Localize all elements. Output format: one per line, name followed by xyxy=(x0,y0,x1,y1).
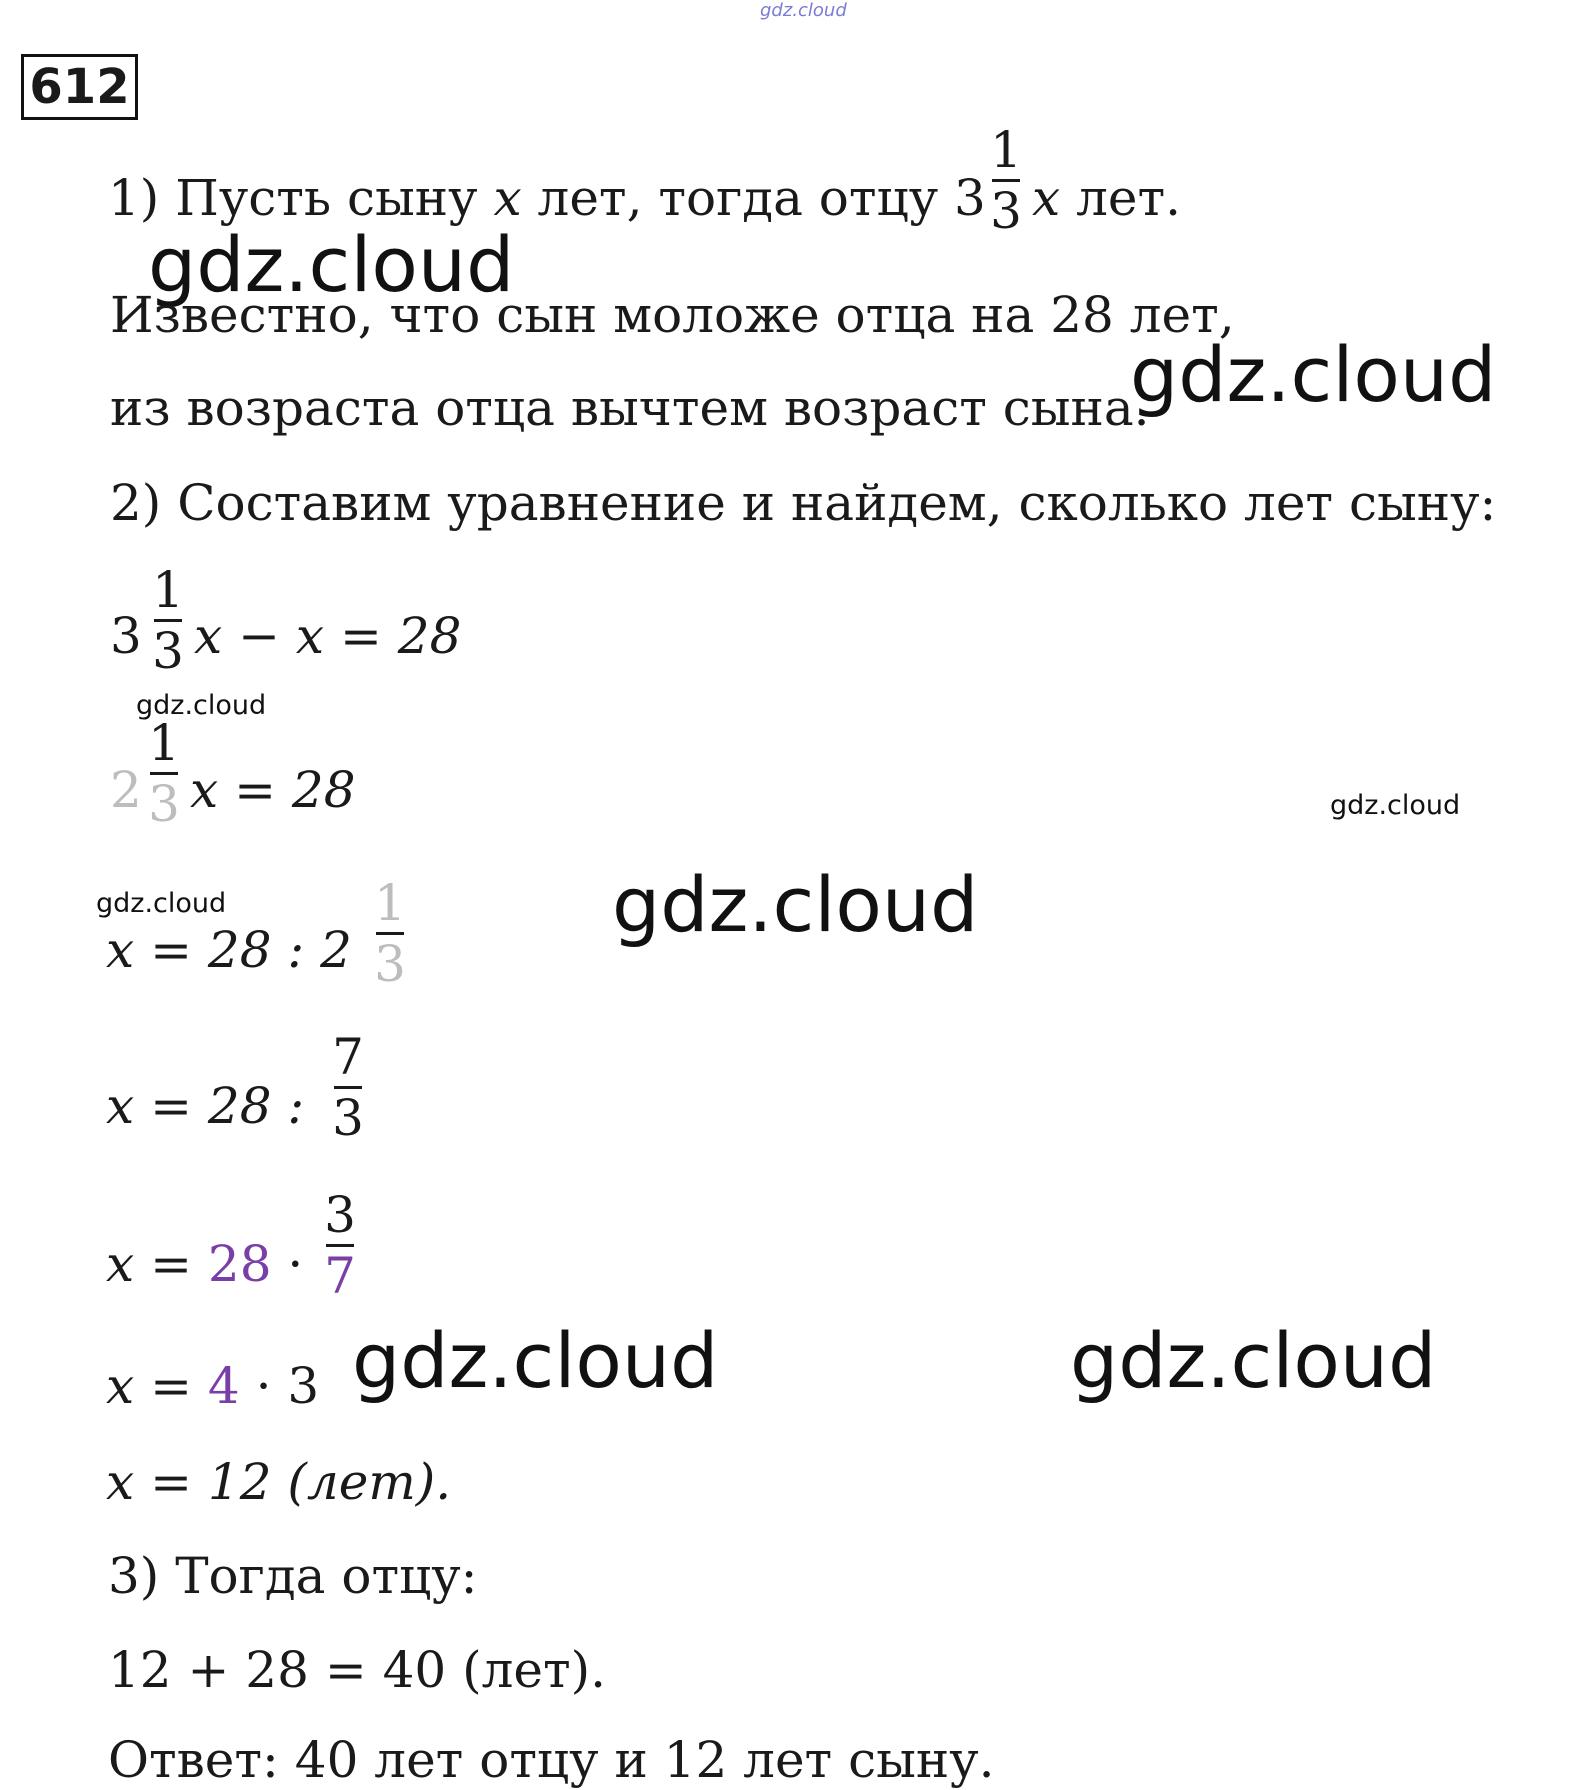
eq6-rest: · 3 xyxy=(239,1357,320,1415)
eq1-rest: x − x = 28 xyxy=(194,607,462,665)
eq5-dot: · xyxy=(271,1235,304,1293)
eq6-x-eq: x = xyxy=(106,1357,208,1415)
eq4-left: x = 28 : xyxy=(106,1077,305,1135)
step2-line: 2) Составим уравнение и найдем, сколько лет сыну: xyxy=(110,474,1497,532)
eq3-left: x = 28 : 2 xyxy=(106,921,352,979)
step3-line: 3) Тогда отцу: xyxy=(108,1547,478,1605)
eq4-den: 3 xyxy=(332,1089,364,1147)
step1-var: x xyxy=(493,169,522,227)
step1-middle: лет, тогда отцу 3 xyxy=(521,169,986,227)
eq1-whole: 3 xyxy=(110,607,142,665)
line-known: Известно, что сын моложе отца на 28 лет, xyxy=(110,286,1235,344)
watermark: gdz.cloud xyxy=(352,1316,719,1405)
step1-var2: x xyxy=(1032,169,1061,227)
watermark: gdz.cloud xyxy=(1070,1316,1437,1405)
eq2-rest: x = 28 xyxy=(190,761,356,819)
watermark: gdz.cloud xyxy=(1330,790,1461,821)
step1-frac-num: 1 xyxy=(990,121,1022,179)
eq5-den: 7 xyxy=(324,1247,356,1305)
eq8-line: 12 + 28 = 40 (лет). xyxy=(108,1641,607,1699)
eq3-num: 1 xyxy=(374,874,406,932)
eq2-den: 3 xyxy=(148,775,180,833)
eq3-fraction xyxy=(372,874,408,993)
watermark: gdz.cloud xyxy=(612,860,979,949)
eq4-num: 7 xyxy=(332,1028,364,1086)
problem-number: 612 xyxy=(21,54,138,120)
eq4-fraction xyxy=(330,1028,366,1147)
watermark: gdz.cloud xyxy=(1130,330,1497,419)
step1-fraction xyxy=(988,121,1024,240)
eq1-num: 1 xyxy=(152,561,184,619)
line-subtract: из возраста отца вычтем возраст сына. xyxy=(110,379,1150,437)
eq5-line xyxy=(106,1234,303,1294)
step1-suffix: лет. xyxy=(1060,169,1182,227)
step1-suffix-line xyxy=(1032,168,1181,228)
eq5-x-eq: x = xyxy=(106,1235,208,1293)
step1-line xyxy=(108,168,986,228)
watermark: gdz.cloud xyxy=(148,220,515,309)
eq2-fraction xyxy=(146,714,182,833)
eq7-line: x = 12 (лет). xyxy=(106,1453,452,1511)
eq5-num: 3 xyxy=(324,1186,356,1244)
eq3-den: 3 xyxy=(374,935,406,993)
eq6-value: 4 xyxy=(207,1357,240,1415)
eq2-num: 1 xyxy=(148,714,180,772)
answer-line: Ответ: 40 лет отцу и 12 лет сыну. xyxy=(108,1731,995,1789)
watermark: gdz.cloud xyxy=(136,690,267,721)
eq1-fraction xyxy=(150,561,186,680)
watermark-top: gdz.cloud xyxy=(760,0,847,21)
step1-prefix: 1) Пусть сыну xyxy=(108,169,494,227)
watermark: gdz.cloud xyxy=(96,888,227,919)
eq1-den: 3 xyxy=(152,622,184,680)
step1-frac-den: 3 xyxy=(990,182,1022,240)
eq2-whole: 2 xyxy=(110,761,142,819)
eq5-fraction xyxy=(322,1186,358,1305)
eq6-line xyxy=(106,1356,319,1416)
eq5-value: 28 xyxy=(207,1235,272,1293)
